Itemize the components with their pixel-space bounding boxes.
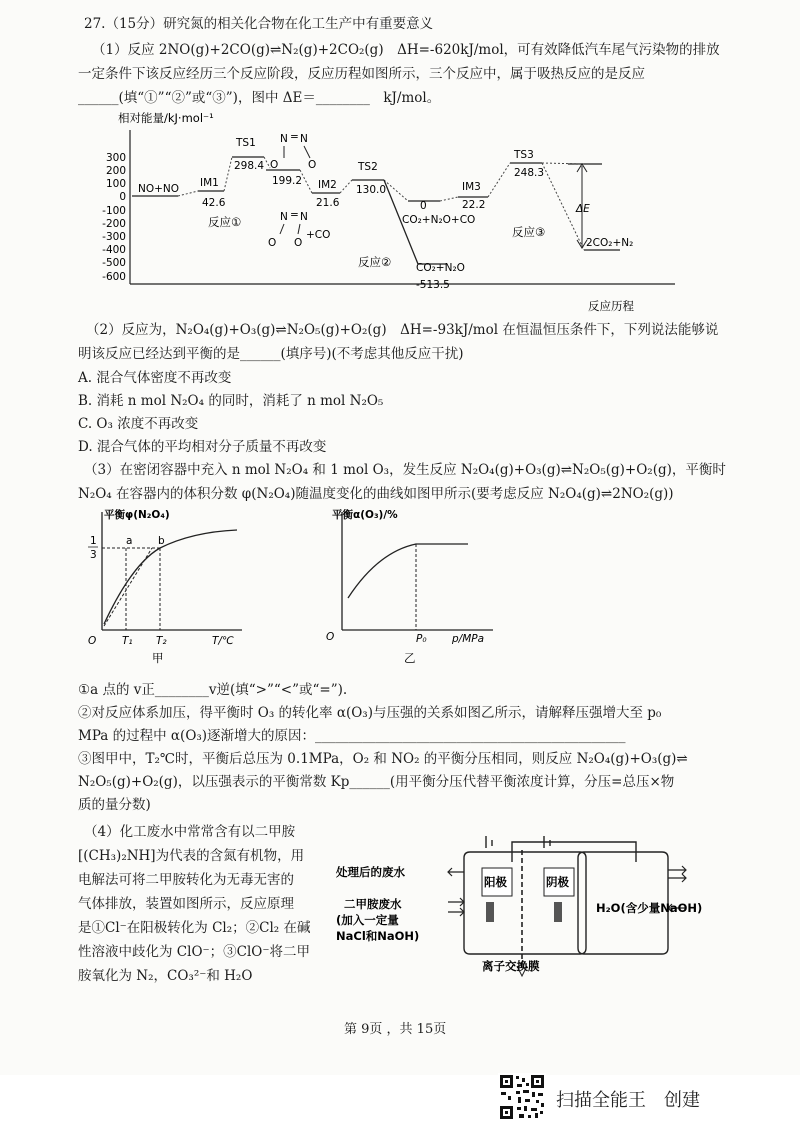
n2o2-structure-1 — [270, 131, 316, 171]
sub-question-3a: ③图甲中，T₂℃时，平衡后总压为 0.1MPa，O₂ 和 NO₂ 的平衡分压相同，则反应 N₂O₄(g)+O₃(g)⇌ — [78, 751, 688, 767]
label-delta-e: ΔE — [576, 203, 590, 215]
jia-origin: O — [88, 635, 97, 647]
input-water-label-1: 二甲胺废水 — [344, 897, 402, 911]
jia-point-b: b — [158, 535, 165, 547]
n2o2-structure-2 — [268, 209, 330, 249]
ytick-m400: -400 — [102, 244, 126, 256]
yi-p0: P₀ — [416, 633, 427, 645]
q27-part2-line2: 明该反应已经达到平衡的是______(填序号)(不考虑其他反应干扰) — [78, 346, 464, 362]
treated-water-label: 处理后的废水 — [336, 865, 405, 879]
yi-ylabel: 平衡α(O₃)/% — [332, 509, 398, 521]
stage-label-3: 反应③ — [512, 225, 546, 239]
q27-part2-line1: （2）反应为，N₂O₄(g)+O₃(g)⇌N₂O₅(g)+O₂(g) ΔH=-93kJ/mol 在恒温恒压条件下，下列说法能够说 — [86, 322, 719, 338]
graph-yi — [318, 502, 518, 672]
svg-text:O: O — [308, 159, 317, 171]
svg-text:=: = — [290, 131, 299, 143]
sub-question-3b: N₂O₅(g)+O₂(g)，以压强表示的平衡常数 Kp______(用平衡分压代替平衡浓度计算，分压=总压×物 — [78, 774, 675, 790]
stage-label-2: 反应② — [358, 255, 392, 269]
label-ts1: TS1 — [236, 137, 256, 149]
jia-curve — [104, 530, 237, 624]
q27-part1-line3: ______(填“①”“②”或“③”)，图中 ΔE＝________ kJ/mol。 — [78, 90, 441, 106]
label-im3: IM3 — [462, 181, 481, 193]
anode-label: 阳极 — [484, 875, 507, 889]
cathode-label: 阴极 — [546, 875, 569, 889]
label-im1: IM1 — [200, 177, 219, 189]
svg-text:N: N — [300, 133, 308, 145]
input-water-label-3: NaCl和NaOH) — [336, 929, 420, 943]
ytick-m600: -600 — [102, 271, 126, 283]
yi-xlabel: p/MPa — [452, 633, 485, 645]
option-b: B. 消耗 n mol N₂O₄ 的同时，消耗了 n mol N₂O₅ — [78, 393, 384, 409]
svg-text:N: N — [280, 133, 288, 145]
jia-dashed-curve — [104, 548, 152, 626]
input-water-label-2: (加入一定量 — [336, 913, 399, 927]
option-c: C. O₃ 浓度不再改变 — [78, 416, 199, 432]
jia-frac-den: 3 — [90, 549, 97, 561]
label-ts3-val: 248.3 — [514, 167, 545, 179]
ytick-100: 100 — [105, 178, 126, 190]
membrane-label: 离子交换膜 — [482, 959, 540, 973]
ytick-m500: -500 — [102, 257, 126, 269]
jia-t1: T₁ — [122, 635, 133, 647]
yi-caption: 乙 — [404, 651, 416, 665]
graph-jia — [82, 502, 262, 672]
q27-part4-line2: [(CH₃)₂NH]为代表的含氮有机物，用 — [78, 848, 305, 864]
sub-question-2a: ②对反应体系加压，得平衡时 O₃ 的转化率 α(O₃)与压强的关系如图乙所示，请解释压强增大至 p₀ — [78, 705, 662, 721]
label-mix1: CO₂+N₂O+CO — [402, 214, 476, 226]
q27-part4-line5: 是①Cl⁻在阳极转化为 Cl₂；②Cl₂ 在碱 — [78, 920, 311, 936]
energy-levels — [132, 157, 620, 264]
label-ts3: TS3 — [514, 149, 534, 161]
yi-origin: O — [326, 631, 335, 643]
option-a: A. 混合气体密度不再改变 — [78, 370, 232, 386]
energy-profile-chart — [90, 108, 690, 318]
q27-part4-line7: 胺氧化为 N₂，CO₃²⁻和 H₂O — [78, 968, 253, 984]
label-ts2: TS2 — [358, 161, 378, 173]
jia-ylabel: 平衡φ(N₂O₄) — [104, 509, 170, 521]
page-number: 第 9页 ，共 15页 — [344, 1022, 447, 1037]
label-im2-val: 21.6 — [316, 197, 340, 209]
q27-part4-line3: 电解法可将二甲胺转化为无毒无害的 — [78, 872, 294, 888]
label-mix2-val: -513.5 — [416, 279, 450, 291]
q27-part1-line2: 一定条件下该反应经历三个反应阶段，反应历程如图所示，三个反应中，属于吸热反应的是反应 — [78, 66, 645, 82]
yi-curve — [348, 544, 468, 598]
jia-caption: 甲 — [152, 651, 164, 665]
label-im2: IM2 — [318, 179, 337, 191]
svg-text:N: N — [300, 211, 308, 223]
svg-text:O: O — [270, 159, 279, 171]
energy-xlabel: 反应历程 — [588, 299, 634, 313]
sub-question-2b: MPa 的过程中 α(O₃)逐渐增大的原因：______________________________________________ — [78, 728, 626, 744]
svg-text:N: N — [280, 211, 288, 223]
svg-text:=: = — [290, 209, 299, 221]
label-im3-start-val: 0 — [420, 200, 427, 212]
jia-xlabel: T/℃ — [212, 635, 234, 647]
stage-label-1: 反应① — [208, 215, 242, 229]
ytick-m100: -100 — [102, 205, 126, 217]
cell-wires — [486, 836, 636, 862]
ytick-200: 200 — [105, 165, 126, 177]
label-start: NO+NO — [138, 183, 180, 195]
q27-part3-line2: N₂O₄ 在容器内的体积分数 φ(N₂O₄)随温度变化的曲线如图甲所示(要考虑反应 N₂O₄(g)⇌2NO₂(g)) — [78, 486, 674, 502]
anode-electrode — [486, 902, 494, 922]
label-n2o2-val: 199.2 — [272, 175, 303, 187]
label-ts1-val: 298.4 — [234, 160, 265, 172]
qr-code-icon — [498, 1073, 546, 1121]
svg-text:+CO: +CO — [306, 229, 331, 241]
q27-part4-line6: 性溶液中歧化为 ClO⁻；③ClO⁻将二甲 — [78, 944, 310, 960]
q27-part4-line4: 气体排放，装置如图所示，反应原理 — [78, 896, 294, 912]
label-im1-val: 42.6 — [202, 197, 226, 209]
stage-labels — [208, 215, 545, 269]
right-input-label: H₂O(含少量NaOH) — [596, 901, 703, 915]
jia-point-a: a — [126, 535, 133, 547]
q27-part1-line1: （1）反应 2NO(g)+2CO(g)⇌N₂(g)+2CO₂(g) ΔH=-620kJ/mol，可有效降低汽车尾气污染物的排放 — [92, 42, 720, 58]
sub-question-3c: 质的量分数) — [78, 797, 151, 813]
label-end: 2CO₂+N₂ — [586, 237, 634, 249]
ytick-0: 0 — [119, 191, 126, 203]
label-im3-val: 22.2 — [462, 199, 486, 211]
energy-yticks — [102, 152, 126, 283]
sub-question-1: ①a 点的 v正________v逆(填“>”“<”或“=”). — [78, 682, 348, 698]
jia-frac-num: 1 — [90, 535, 97, 547]
question-27-title: 27.（15分）研究氮的相关化合物在化工生产中有重要意义 — [84, 16, 434, 32]
label-ts2-val: 130.0 — [356, 184, 387, 196]
ytick-m300: -300 — [102, 231, 126, 243]
jia-t2: T₂ — [156, 635, 167, 647]
svg-text:O: O — [268, 237, 277, 249]
q27-part3-line1: （3）在密闭容器中充入 n mol N₂O₄ 和 1 mol O₃，发生反应 N₂O₄(g)+O₃(g)⇌N₂O₅(g)+O₂(g)，平衡时 — [84, 462, 726, 478]
scanner-brand-text: 扫描全能王 创建 — [556, 1090, 700, 1111]
label-mix2: CO₂+N₂O — [416, 262, 465, 274]
ytick-m200: -200 — [102, 218, 126, 230]
q27-part4-line1: （4）化工废水中常常含有以二甲胺 — [84, 824, 296, 840]
electrolysis-cell-diagram — [336, 820, 736, 980]
option-d: D. 混合气体的平均相对分子质量不再改变 — [78, 439, 327, 455]
ytick-300: 300 — [105, 152, 126, 164]
energy-ylabel: 相对能量/kJ·mol⁻¹ — [118, 111, 214, 125]
cathode-electrode — [554, 902, 562, 922]
svg-text:O: O — [294, 237, 303, 249]
